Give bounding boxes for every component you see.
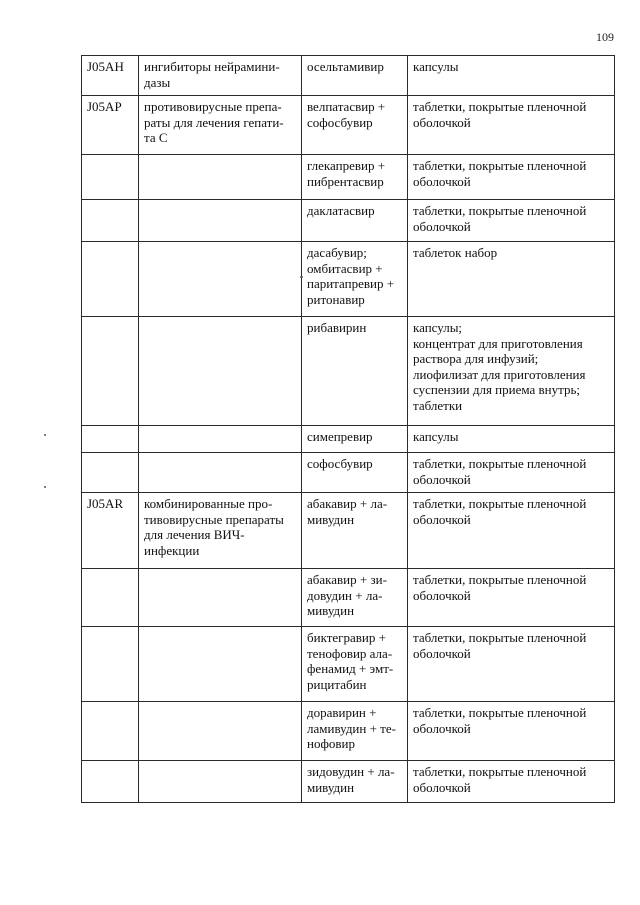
- form-cell: таблетки, покрытые пленочной оболочкой: [408, 627, 615, 702]
- drug-cell: абакавир + зи- довудин + ла- мивудин: [302, 569, 408, 627]
- table-row: [82, 155, 615, 200]
- group-cell: [139, 242, 302, 317]
- drug-cell: велпатасвир + софосбувир: [302, 96, 408, 155]
- form-cell: таблетки, покрытые пленочной оболочкой: [408, 453, 615, 493]
- group-cell: [139, 702, 302, 761]
- page-number: 109: [596, 30, 614, 44]
- group-cell: [139, 155, 302, 200]
- form-cell: таблетки, покрытые пленочной оболочкой: [408, 702, 615, 761]
- table-row: [82, 493, 615, 569]
- form-cell: таблетки, покрытые пленочной оболочкой: [408, 155, 615, 200]
- group-cell: [139, 627, 302, 702]
- drug-cell: симепревир: [302, 426, 408, 453]
- code-cell: [82, 155, 139, 200]
- drug-cell: софосбувир: [302, 453, 408, 493]
- table-row: [82, 702, 615, 761]
- code-cell: J05AP: [82, 96, 139, 155]
- drug-cell: рибавирин: [302, 317, 408, 426]
- code-cell: [82, 317, 139, 426]
- code-cell: [82, 569, 139, 627]
- table-row: [82, 761, 615, 803]
- group-cell: [139, 426, 302, 453]
- table-row: [82, 96, 615, 155]
- table-row: [82, 453, 615, 493]
- drug-cell: даклатасвир: [302, 200, 408, 242]
- drug-cell: абакавир + ла- мивудин: [302, 493, 408, 569]
- code-cell: J05AH: [82, 56, 139, 96]
- form-cell: таблетки, покрытые пленочной оболочкой: [408, 761, 615, 803]
- group-cell: [139, 453, 302, 493]
- scan-artifact-dot: [300, 276, 303, 278]
- form-cell: капсулы: [408, 56, 615, 96]
- group-cell: [139, 761, 302, 803]
- drug-cell: зидовудин + ла- мивудин: [302, 761, 408, 803]
- code-cell: [82, 702, 139, 761]
- form-cell: капсулы: [408, 426, 615, 453]
- drug-cell: глекапревир + пибрентасвир: [302, 155, 408, 200]
- group-cell: комбинированные про- тивовирусные препараты для лечения ВИЧ- инфекции: [139, 493, 302, 569]
- table-row: [82, 200, 615, 242]
- table-row: [82, 317, 615, 426]
- table-row: [82, 56, 615, 96]
- code-cell: [82, 200, 139, 242]
- form-cell: таблеток набор: [408, 242, 615, 317]
- group-cell: ингибиторы нейрамини- дазы: [139, 56, 302, 96]
- scan-artifact-dot: [44, 434, 46, 436]
- group-cell: [139, 569, 302, 627]
- scan-artifact-dot: [44, 486, 46, 488]
- drug-table-body: [82, 56, 615, 803]
- table-row: [82, 426, 615, 453]
- code-cell: J05AR: [82, 493, 139, 569]
- drug-table: [81, 55, 615, 803]
- group-cell: [139, 200, 302, 242]
- code-cell: [82, 242, 139, 317]
- form-cell: капсулы; концентрат для приготовления раствора для инфузий; лиофилизат для приготовления суспензии для приема внутрь; таблетки: [408, 317, 615, 426]
- form-cell: таблетки, покрытые пленочной оболочкой: [408, 200, 615, 242]
- table-row: [82, 627, 615, 702]
- drug-cell: осельтамивир: [302, 56, 408, 96]
- table-row: [82, 242, 615, 317]
- drug-cell: биктегравир + тенофовир ала- фенамид + эмт- рицитабин: [302, 627, 408, 702]
- form-cell: таблетки, покрытые пленочной оболочкой: [408, 493, 615, 569]
- code-cell: [82, 761, 139, 803]
- drug-cell: дасабувир; омбитасвир + паритапревир + ритонавир: [302, 242, 408, 317]
- group-cell: противовирусные препа- раты для лечения гепати- та С: [139, 96, 302, 155]
- form-cell: таблетки, покрытые пленочной оболочкой: [408, 96, 615, 155]
- drug-cell: доравирин + ламивудин + те- нофовир: [302, 702, 408, 761]
- table-row: [82, 569, 615, 627]
- form-cell: таблетки, покрытые пленочной оболочкой: [408, 569, 615, 627]
- code-cell: [82, 627, 139, 702]
- code-cell: [82, 453, 139, 493]
- group-cell: [139, 317, 302, 426]
- code-cell: [82, 426, 139, 453]
